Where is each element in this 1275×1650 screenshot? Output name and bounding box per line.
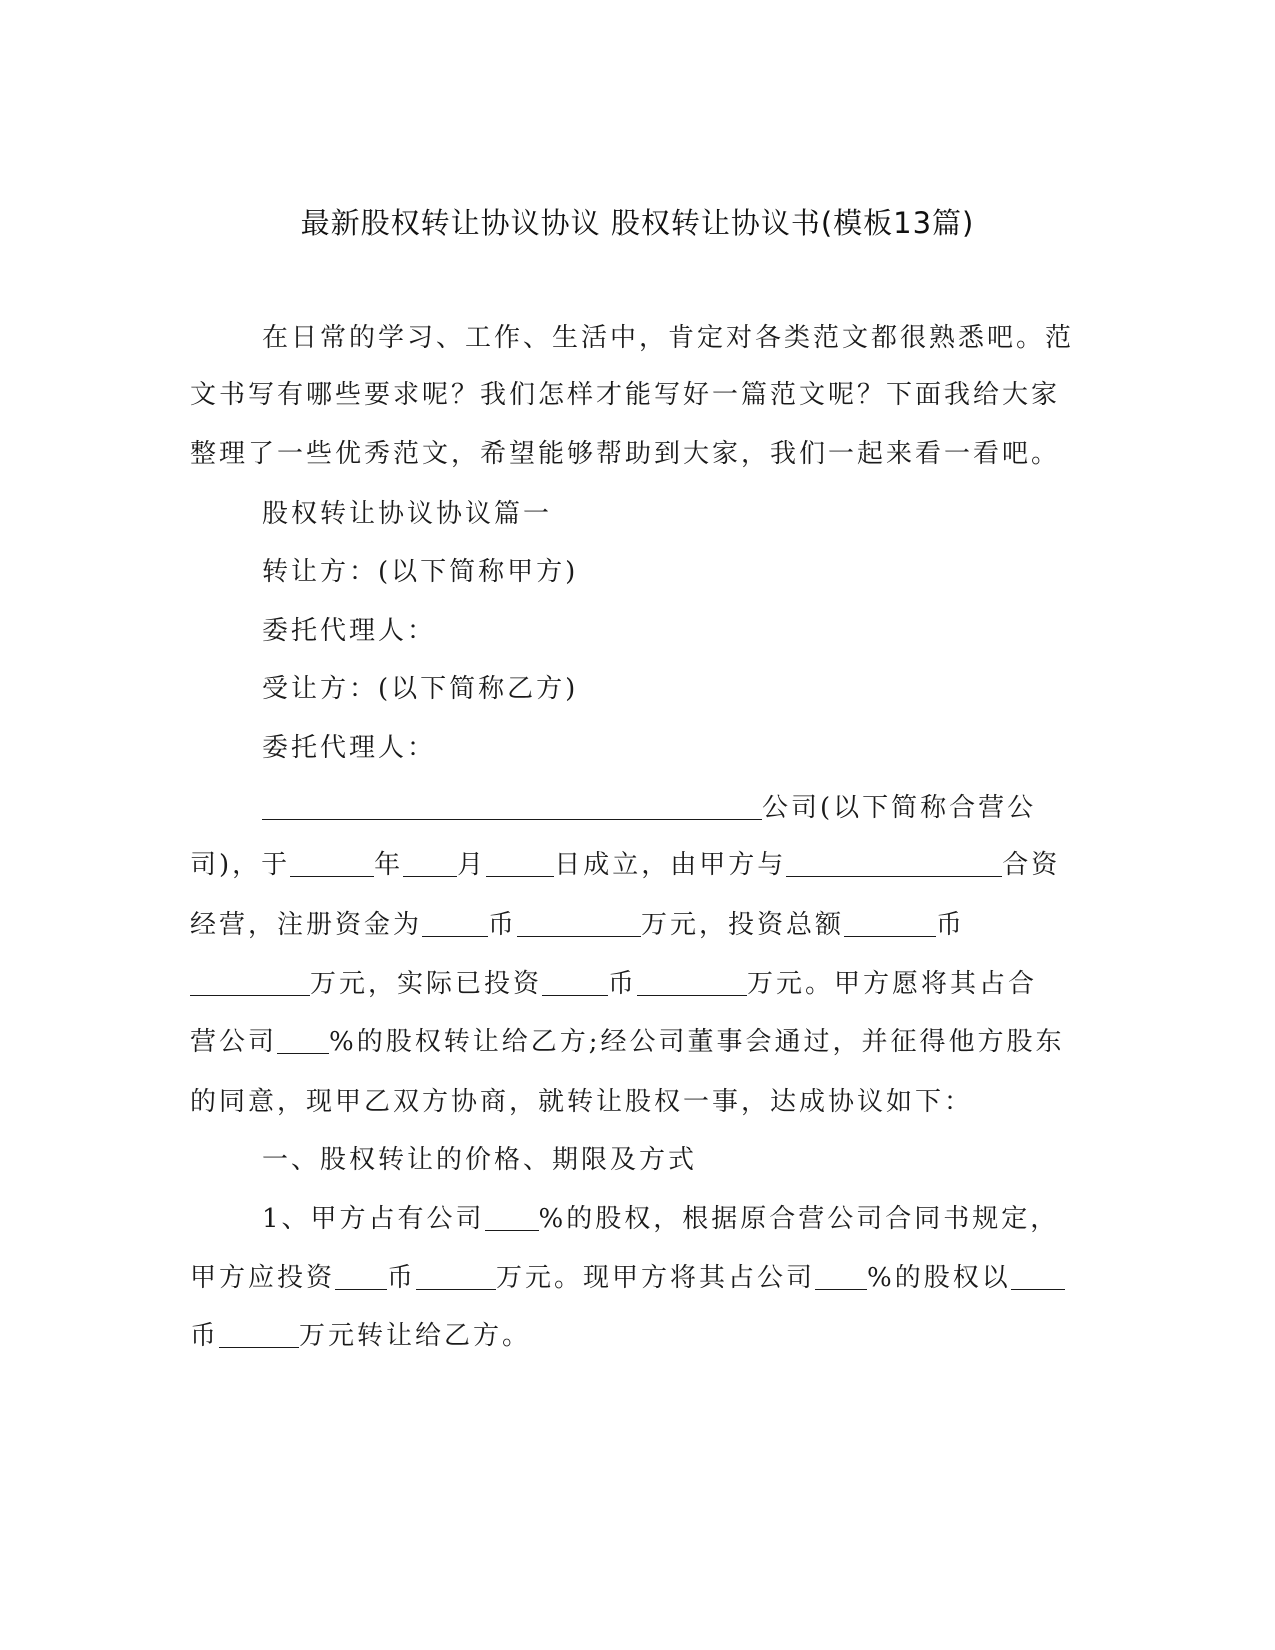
body-text: 币 (936, 910, 966, 940)
amount-blank (517, 910, 641, 937)
transferor-line: 转让方：(以下简称甲方) (262, 557, 579, 587)
percent-blank (815, 1263, 867, 1290)
percent-blank (485, 1204, 539, 1231)
clause-line-2 (190, 1256, 1090, 1300)
body-text: 万元转让给乙方。 (299, 1321, 532, 1351)
body-text: 万元，实际已投资 (310, 969, 543, 999)
intro-line-1: 在日常的学习、工作、生活中，肯定对各类范文都很熟悉吧。范 (262, 323, 1075, 353)
body-line-4 (190, 962, 1090, 1006)
body-text: 司)，于 (190, 850, 291, 880)
body-text: 万元。甲方愿将其占合 (747, 969, 1038, 999)
intro-line-2: 文书写有哪些要求呢？我们怎样才能写好一篇范文呢？下面我给大家 (190, 380, 1061, 410)
body-line-1 (262, 786, 1162, 830)
body-line-5 (190, 1020, 1090, 1064)
body-text: 日成立，由甲方与 (554, 850, 787, 880)
body-text: %的股权，根据原合营公司合同书规定， (538, 1204, 1060, 1234)
partner-blank (786, 850, 1002, 877)
body-text: %的股权以 (867, 1263, 1011, 1293)
section-heading: 股权转让协议协议篇一 (262, 499, 553, 529)
body-text: 合资 (1002, 850, 1061, 880)
amount-blank (637, 969, 747, 996)
body-text: 公司(以下简称合营公 (762, 793, 1037, 823)
body-text: 万元，投资总额 (641, 910, 845, 940)
percent-blank (277, 1027, 329, 1054)
body-text: 1、甲方占有公司 (262, 1204, 485, 1234)
amount-blank (416, 1263, 496, 1290)
company-name-blank (262, 793, 762, 820)
body-text: 币 (190, 1321, 220, 1351)
clause-heading: 一、股权转让的价格、期限及方式 (262, 1145, 698, 1175)
body-text: 币 (387, 1263, 417, 1293)
body-text: 币 (488, 910, 518, 940)
clause-line-3 (190, 1314, 1090, 1358)
body-line-3 (190, 903, 1090, 947)
page-title: 最新股权转让协议协议 股权转让协议书(模板13篇) (300, 206, 975, 240)
transferee-line: 受让方：(以下简称乙方) (262, 674, 579, 704)
intro-line-3: 整理了一些优秀范文，希望能够帮助到大家，我们一起来看一看吧。 (190, 439, 1061, 469)
body-text: 年 (374, 850, 404, 880)
currency-blank (542, 969, 608, 996)
body-text: 甲方应投资 (190, 1263, 336, 1293)
body-text: %的股权转让给乙方;经公司董事会通过，并征得他方股东 (329, 1027, 1065, 1057)
body-text: 币 (608, 969, 638, 999)
body-text: 经营，注册资金为 (190, 910, 423, 940)
month-blank (403, 850, 457, 877)
body-text: 月 (457, 850, 487, 880)
currency-blank (422, 910, 488, 937)
amount-blank (219, 1321, 299, 1348)
day-blank (486, 850, 554, 877)
currency-blank (1011, 1263, 1065, 1290)
amount-blank (190, 969, 310, 996)
agent-line-2: 委托代理人： (262, 733, 437, 763)
body-line-6: 的同意，现甲乙双方协商，就转让股权一事，达成协议如下： (190, 1087, 974, 1117)
currency-blank (335, 1263, 387, 1290)
body-text: 万元。现甲方将其占公司 (496, 1263, 816, 1293)
agent-line-1: 委托代理人： (262, 616, 437, 646)
body-text: 营公司 (190, 1027, 278, 1057)
currency-blank (844, 910, 936, 937)
year-blank (290, 850, 374, 877)
body-line-2 (190, 843, 1090, 887)
clause-line-1 (262, 1197, 1162, 1241)
